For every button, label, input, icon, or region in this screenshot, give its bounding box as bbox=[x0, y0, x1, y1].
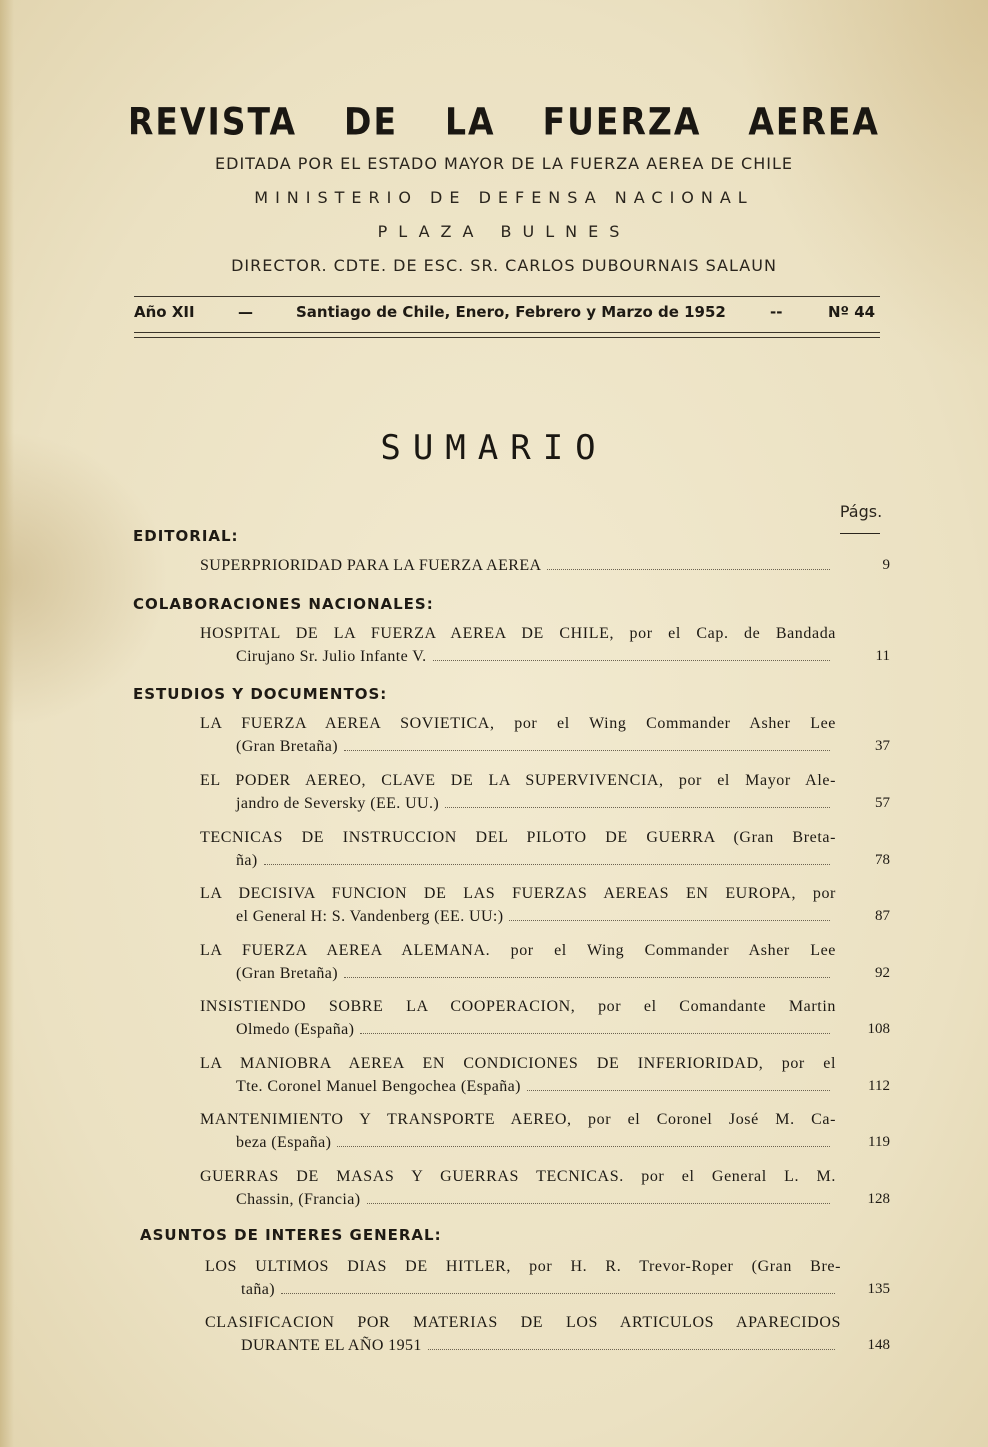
address-line: PLAZA BULNES bbox=[377, 222, 631, 241]
entry-title: INSISTIENDO SOBRE LA COOPERACION, por el Comandante Martin bbox=[200, 998, 836, 1015]
leader-dots bbox=[527, 1078, 830, 1091]
title-word: REVISTA bbox=[128, 100, 298, 144]
entry-page: 148 bbox=[867, 1337, 890, 1353]
toc-entry bbox=[200, 554, 890, 577]
toc-entry bbox=[200, 1052, 890, 1098]
section-heading: ESTUDIOS Y DOCUMENTOS: bbox=[133, 685, 388, 703]
top-rule bbox=[134, 296, 880, 297]
entry-page: 11 bbox=[875, 648, 890, 664]
entry-page: 112 bbox=[868, 1078, 890, 1094]
issue-year: Año XII bbox=[134, 303, 195, 321]
entry-title: HOSPITAL DE LA FUERZA AEREA DE CHILE, por el Cap. de Bandada bbox=[200, 625, 836, 642]
toc-entry bbox=[200, 622, 890, 668]
toc-entry bbox=[200, 1165, 890, 1211]
toc-entry bbox=[200, 769, 890, 815]
entry-title: LA MANIOBRA AEREA EN CONDICIONES DE INFERIORIDAD, por el bbox=[200, 1055, 836, 1072]
toc-entry bbox=[200, 995, 890, 1041]
entry-page: 78 bbox=[875, 852, 890, 868]
leader-dots bbox=[264, 852, 830, 865]
toc-entry bbox=[200, 939, 890, 985]
leader-dots bbox=[509, 908, 830, 921]
leader-dots bbox=[281, 1281, 835, 1294]
entry-page: 119 bbox=[868, 1134, 890, 1150]
entry-page: 9 bbox=[882, 557, 890, 573]
ministry-line: MINISTERIO DE DEFENSA NACIONAL bbox=[254, 188, 754, 207]
entry-page: 87 bbox=[875, 908, 890, 924]
entry-page: 37 bbox=[875, 738, 890, 754]
title-word: LA bbox=[445, 100, 496, 144]
toc-entry bbox=[200, 882, 890, 928]
entry-title-cont: jandro de Seversky (EE. UU.) bbox=[236, 795, 440, 812]
section-heading: COLABORACIONES NACIONALES: bbox=[133, 595, 434, 613]
toc-title: SUMARIO bbox=[380, 428, 608, 468]
leader-dots bbox=[445, 795, 830, 808]
entry-title: CLASIFICACION POR MATERIAS DE LOS ARTICULOS APARECIDOS bbox=[205, 1314, 841, 1331]
entry-page: 135 bbox=[867, 1281, 890, 1297]
title-word: AEREA bbox=[748, 100, 880, 144]
entry-page: 108 bbox=[867, 1021, 890, 1037]
leader-dots bbox=[367, 1191, 830, 1204]
entry-title: SUPERPRIORIDAD PARA LA FUERZA AEREA bbox=[200, 557, 542, 574]
bottom-rule bbox=[134, 337, 880, 338]
entry-title-cont: el General H: S. Vandenberg (EE. UU:) bbox=[236, 908, 504, 925]
entry-title-cont: taña) bbox=[241, 1281, 275, 1298]
leader-dots bbox=[428, 1337, 835, 1350]
entry-page: 57 bbox=[875, 795, 890, 811]
toc-entry bbox=[200, 826, 890, 872]
pages-underline bbox=[840, 533, 880, 534]
title-word: DE bbox=[344, 100, 398, 144]
publisher-line: EDITADA POR EL ESTADO MAYOR DE LA FUERZA AEREA DE CHILE bbox=[215, 154, 793, 173]
entry-title-cont: Tte. Coronel Manuel Bengochea (España) bbox=[236, 1078, 521, 1095]
entry-title: LA DECISIVA FUNCION DE LAS FUERZAS AEREAS EN EUROPA, por bbox=[200, 885, 836, 902]
entry-title: LA FUERZA AEREA ALEMANA. por el Wing Commander Asher Lee bbox=[200, 942, 836, 959]
entry-title-cont: beza (España) bbox=[236, 1134, 332, 1151]
entry-page: 128 bbox=[867, 1191, 890, 1207]
journal-title bbox=[128, 100, 880, 144]
entry-title-cont: ña) bbox=[236, 852, 258, 869]
leader-dots bbox=[344, 965, 830, 978]
entry-title: LA FUERZA AEREA SOVIETICA, por el Wing Commander Asher Lee bbox=[200, 715, 836, 732]
toc-entry bbox=[205, 1311, 895, 1357]
entry-title: GUERRAS DE MASAS Y GUERRAS TECNICAS. por el General L. M. bbox=[200, 1168, 836, 1185]
entry-page: 92 bbox=[875, 965, 890, 981]
section-heading: ASUNTOS DE INTERES GENERAL: bbox=[140, 1226, 442, 1244]
bottom-rule bbox=[134, 332, 880, 333]
leader-dots bbox=[360, 1021, 830, 1034]
section-heading: EDITORIAL: bbox=[133, 527, 239, 545]
entry-title-cont: DURANTE EL AÑO 1951 bbox=[241, 1337, 422, 1354]
toc-entry bbox=[200, 1108, 890, 1154]
issue-dash: — bbox=[238, 303, 253, 321]
entry-title: LOS ULTIMOS DIAS DE HITLER, por H. R. Trevor-Roper (Gran Bre- bbox=[205, 1258, 841, 1275]
entry-title: MANTENIMIENTO Y TRANSPORTE AEREO, por el Coronel José M. Ca- bbox=[200, 1111, 836, 1128]
leader-dots bbox=[344, 738, 830, 751]
toc-entry bbox=[205, 1255, 895, 1301]
issue-place-date: Santiago de Chile, Enero, Febrero y Marzo de 1952 bbox=[296, 303, 726, 321]
entry-title: EL PODER AEREO, CLAVE DE LA SUPERVIVENCIA, por el Mayor Ale- bbox=[200, 772, 836, 789]
issue-number: Nº 44 bbox=[828, 303, 876, 321]
toc-entry bbox=[200, 712, 890, 758]
entry-title-cont: Chassin, (Francia) bbox=[236, 1191, 361, 1208]
leader-dots bbox=[433, 648, 830, 661]
director-line: DIRECTOR. CDTE. DE ESC. SR. CARLOS DUBOURNAIS SALAUN bbox=[231, 256, 777, 275]
page-edge-stain bbox=[0, 0, 14, 1447]
entry-title-cont: Cirujano Sr. Julio Infante V. bbox=[236, 648, 427, 665]
pages-label: Págs. bbox=[839, 502, 883, 521]
leader-dots bbox=[547, 557, 830, 570]
issue-dash: -- bbox=[770, 303, 783, 321]
entry-title-cont: (Gran Bretaña) bbox=[236, 965, 338, 982]
entry-title-cont: (Gran Bretaña) bbox=[236, 738, 338, 755]
title-word: FUERZA bbox=[542, 100, 702, 144]
leader-dots bbox=[337, 1134, 830, 1147]
entry-title-cont: Olmedo (España) bbox=[236, 1021, 355, 1038]
entry-title: TECNICAS DE INSTRUCCION DEL PILOTO DE GUERRA (Gran Breta- bbox=[200, 829, 836, 846]
